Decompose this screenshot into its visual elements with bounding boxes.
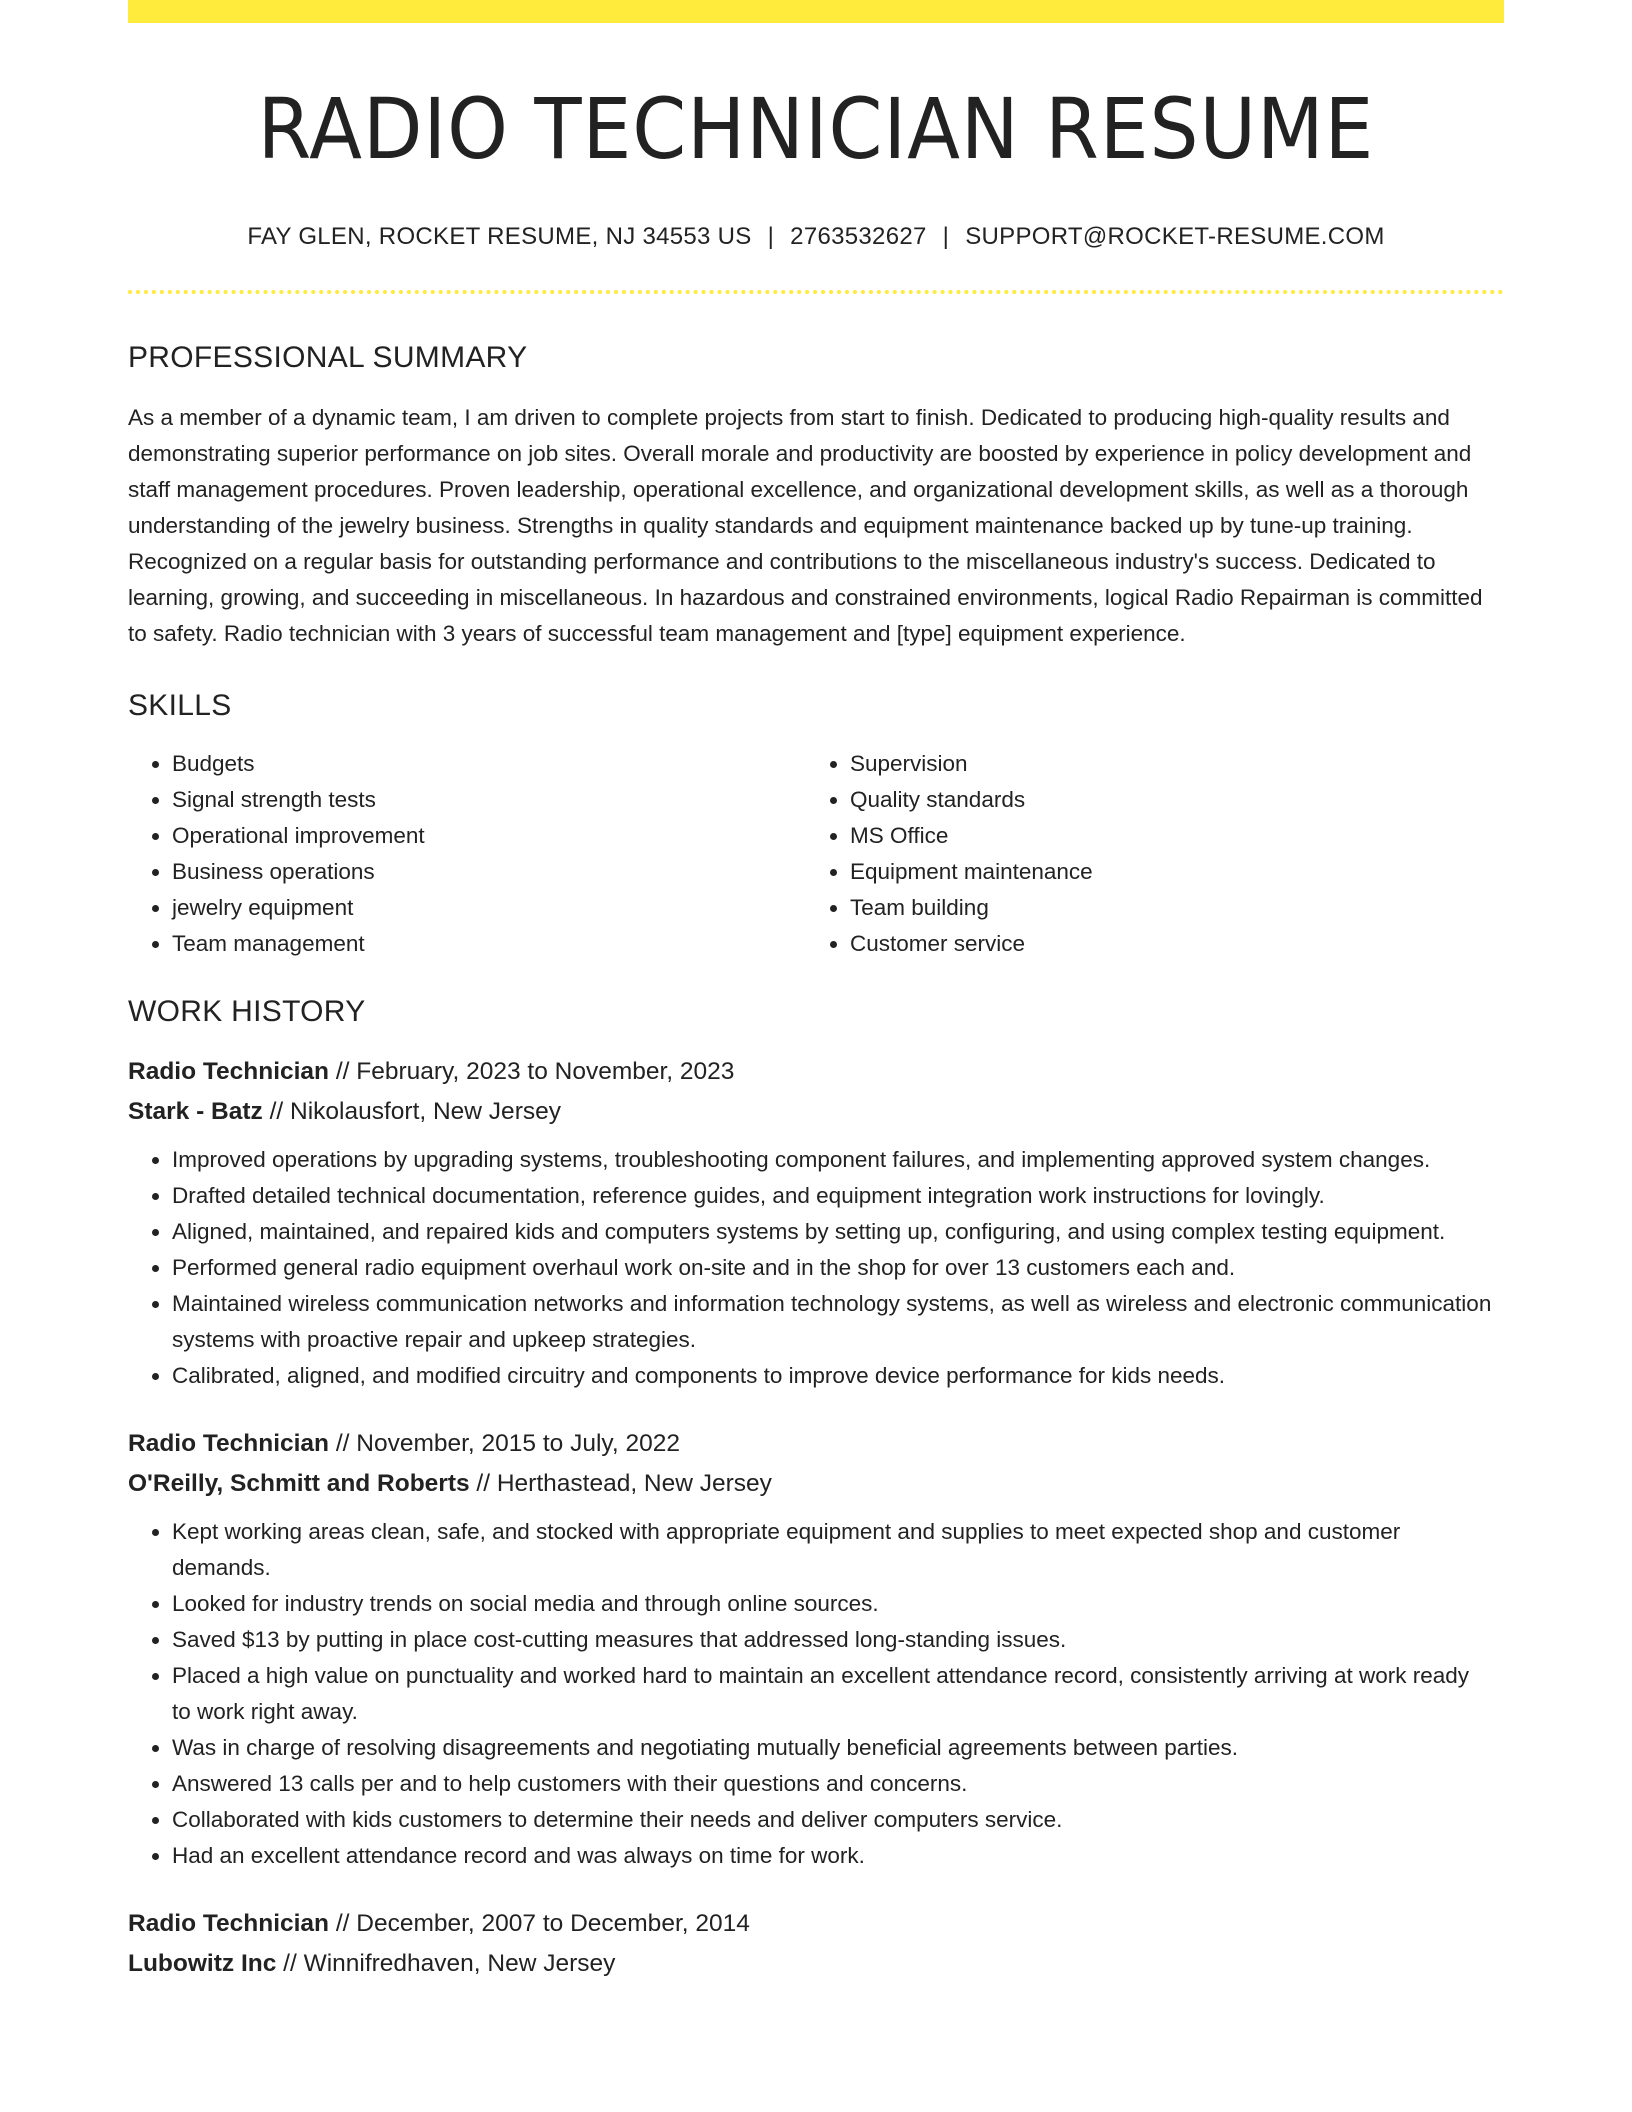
contact-separator: |: [767, 223, 775, 251]
page-title: RADIO TECHNICIAN RESUME: [257, 80, 1375, 178]
job-bullet: • Answered 13 calls per and to help customers with their questions and concerns.: [172, 1766, 1504, 1802]
skill-item: • Business operations: [172, 854, 806, 890]
contact-separator: |: [942, 223, 950, 251]
job-bullet: • Drafted detailed technical documentation, reference guides, and equipment integration work instructions for lovingly.: [172, 1178, 1504, 1214]
job-title-line: [128, 1424, 1504, 1464]
job-bullet: • Placed a high value on punctuality and worked hard to maintain an excellent attendance record, consistently arriving at work ready to work right away.: [172, 1658, 1504, 1730]
contact-line: [128, 223, 1504, 252]
skill-item: • Signal strength tests: [172, 782, 806, 818]
skills-column-right: [806, 746, 1484, 962]
job-dates: // December, 2007 to December, 2014: [329, 1910, 750, 1938]
job-dates: // February, 2023 to November, 2023: [329, 1058, 735, 1086]
work-history-heading: WORK HISTORY: [128, 995, 366, 1029]
job-title-line: [128, 1052, 1504, 1092]
job-bullet: • Was in charge of resolving disagreements and negotiating mutually beneficial agreements between parties.: [172, 1730, 1504, 1766]
job-dates: // November, 2015 to July, 2022: [329, 1430, 680, 1458]
contact-address: FAY GLEN, ROCKET RESUME, NJ 34553 US: [247, 223, 752, 251]
skill-item: • Supervision: [850, 746, 1484, 782]
contact-email: SUPPORT@ROCKET-RESUME.COM: [965, 223, 1385, 251]
contact-phone: 2763532627: [790, 223, 927, 251]
job-title: Radio Technician: [128, 1910, 330, 1938]
job-location: // Winnifredhaven, New Jersey: [276, 1950, 616, 1978]
skill-item: • MS Office: [850, 818, 1484, 854]
job-company-line: [128, 1092, 1504, 1132]
skill-item: • jewelry equipment: [172, 890, 806, 926]
dotted-divider: [128, 290, 1504, 294]
job-title: Radio Technician: [128, 1058, 330, 1086]
job-entry: [128, 1424, 1504, 1874]
skill-item: • Customer service: [850, 926, 1484, 962]
skills-heading: SKILLS: [128, 689, 232, 723]
job-bullet: • Performed general radio equipment overhaul work on-site and in the shop for over 13 customers each and.: [172, 1250, 1504, 1286]
job-bullets: [128, 1142, 1504, 1394]
skill-item: • Team management: [172, 926, 806, 962]
skill-item: • Quality standards: [850, 782, 1484, 818]
job-bullet: • Saved $13 by putting in place cost-cutting measures that addressed long-standing issues.: [172, 1622, 1504, 1658]
job-location: // Nikolausfort, New Jersey: [262, 1098, 561, 1126]
job-company: O'Reilly, Schmitt and Roberts: [128, 1470, 470, 1498]
job-company-line: [128, 1464, 1504, 1504]
job-bullets: [128, 1514, 1504, 1874]
skill-item: • Budgets: [172, 746, 806, 782]
skills-list: [128, 746, 1504, 962]
skills-column-left: [128, 746, 806, 962]
job-bullet: • Aligned, maintained, and repaired kids and computers systems by setting up, configuring, and using complex testing equipment.: [172, 1214, 1504, 1250]
job-bullet: • Collaborated with kids customers to determine their needs and deliver computers service.: [172, 1802, 1504, 1838]
skill-item: • Equipment maintenance: [850, 854, 1484, 890]
job-title: Radio Technician: [128, 1430, 330, 1458]
job-bullet: • Improved operations by upgrading systems, troubleshooting component failures, and implementing approved system changes.: [172, 1142, 1504, 1178]
job-bullet: • Maintained wireless communication networks and information technology systems, as well as wireless and electronic communication systems with proactive repair and upkeep strategies.: [172, 1286, 1504, 1358]
job-location: // Herthastead, New Jersey: [469, 1470, 772, 1498]
job-company-line: [128, 1944, 1504, 1984]
summary-heading: PROFESSIONAL SUMMARY: [128, 341, 528, 375]
top-accent-bar: [128, 0, 1504, 23]
job-company: Stark - Batz: [128, 1098, 263, 1126]
job-entry: [128, 1904, 1504, 1984]
resume-page: [128, 0, 1504, 1984]
job-bullet: • Kept working areas clean, safe, and stocked with appropriate equipment and supplies to meet expected shop and customer demands.: [172, 1514, 1504, 1586]
job-bullet: • Had an excellent attendance record and was always on time for work.: [172, 1838, 1504, 1874]
summary-text: As a member of a dynamic team, I am driven to complete projects from start to finish. Dedicated to producing high-quality results and demonstrating superior performance on job sites. Overall morale and productivity are boosted by experience in policy development and staff management procedures. Proven leadership, operational excellence, and organizational development skills, as well as a thorough understanding of the jewelry business. Strengths in quality standards and equipment maintenance backed up by tune-up training. Recognized on a regular basis for outstanding performance and contributions to the miscellaneous industry's success. Dedicated to learning, growing, and succeeding in miscellaneous. In hazardous and constrained environments, logical Radio Repairman is committed to safety. Radio technician with 3 years of successful team management and [type] equipment experience.: [128, 405, 1483, 647]
job-bullet: • Calibrated, aligned, and modified circuitry and components to improve device performance for kids needs.: [172, 1358, 1504, 1394]
job-entry: [128, 1052, 1504, 1394]
job-company: Lubowitz Inc: [128, 1950, 277, 1978]
skill-item: • Team building: [850, 890, 1484, 926]
job-title-line: [128, 1904, 1504, 1944]
skill-item: • Operational improvement: [172, 818, 806, 854]
job-bullet: • Looked for industry trends on social media and through online sources.: [172, 1586, 1504, 1622]
